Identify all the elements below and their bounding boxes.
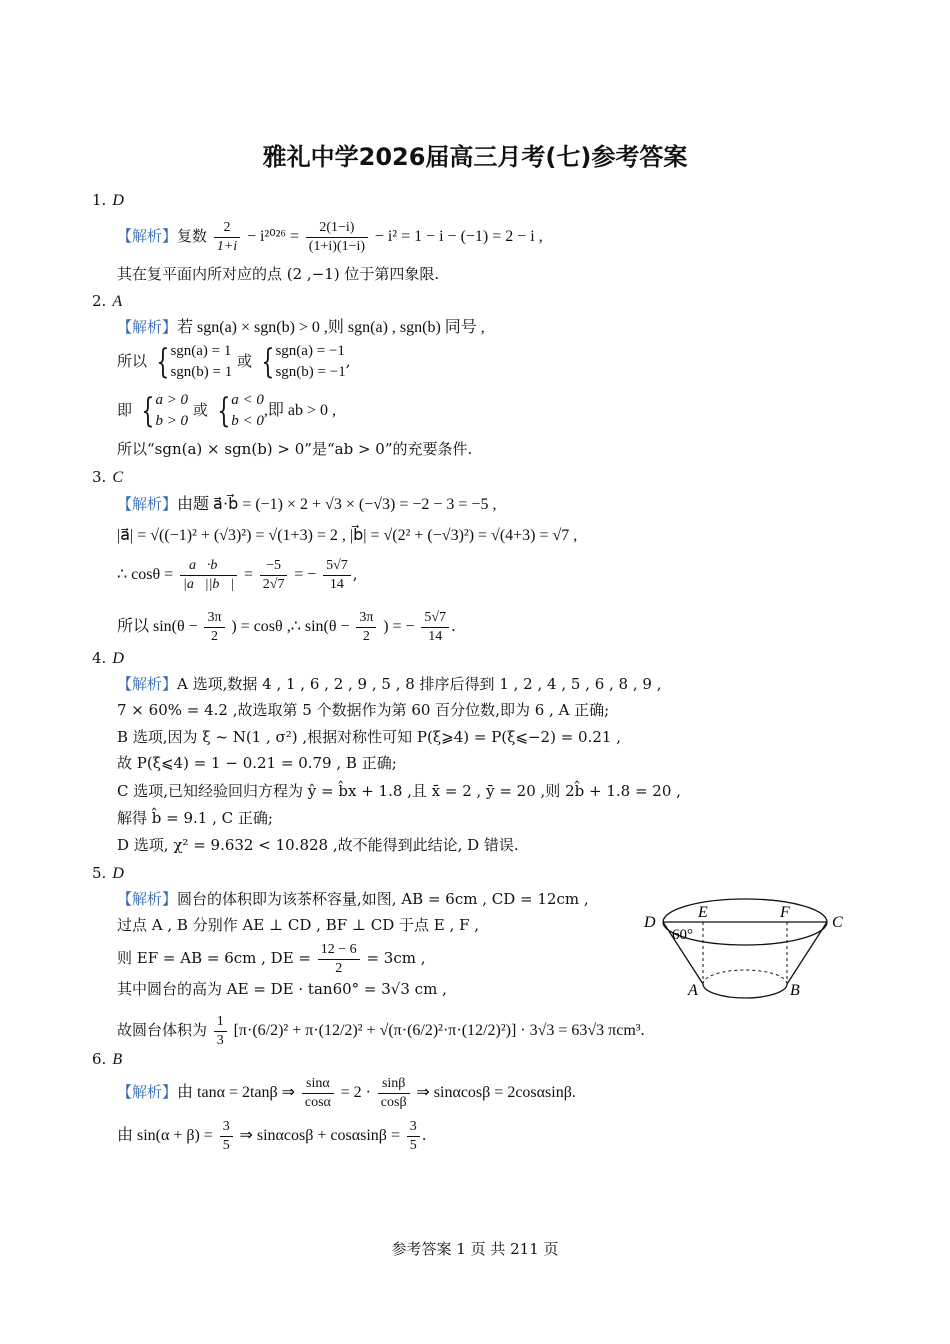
denominator: 14 xyxy=(329,576,344,592)
q2-line-2 xyxy=(117,341,350,383)
q5-num: 5. xyxy=(92,864,107,882)
q5-answer: D xyxy=(112,865,124,882)
q1-line-1 xyxy=(117,219,543,255)
analysis-tag: 【解析】 xyxy=(117,890,178,908)
numerator: 2 xyxy=(214,219,240,238)
label-e: E xyxy=(698,904,708,921)
q5-text: 故圆台体积为 xyxy=(117,1021,208,1039)
label-a: A xyxy=(688,982,698,999)
fraction xyxy=(378,1075,410,1111)
q3-answer: C xyxy=(112,469,123,486)
analysis-tag: 【解析】 xyxy=(117,675,178,693)
q3-math: ∴ cosθ = xyxy=(117,566,174,583)
system-row: b < 0 xyxy=(231,413,264,429)
denominator: 2 xyxy=(211,628,219,644)
side-right xyxy=(787,922,827,984)
denominator: cosβ xyxy=(380,1094,407,1110)
fraction xyxy=(260,557,288,593)
or-word: 或 xyxy=(192,401,208,419)
fraction xyxy=(220,1118,233,1154)
fraction xyxy=(323,557,351,593)
q6-num: 6. xyxy=(92,1050,107,1068)
period: . xyxy=(421,1126,427,1144)
q3-line-4 xyxy=(117,609,456,645)
left-brace: { xyxy=(141,391,155,431)
q3-line-2: |a⃗| = √((−1)² + (√3)²) = √(1+3) = 2 , |b⃗| = √(2² + (−√3)²) = √(4+3) = √7 , xyxy=(117,527,578,544)
bottom-ellipse-front xyxy=(703,984,787,998)
numerator: −5 xyxy=(260,557,288,576)
question-5-number xyxy=(92,864,124,883)
q6-math: ⇒ sinαcosβ + cosαsinβ = xyxy=(239,1127,400,1144)
q4-line-2: 7 × 60% = 4.2 ,故选取第 5 个数据作为第 60 百分位数,即为 6 , A 正确; xyxy=(117,701,610,719)
q2-num: 2. xyxy=(92,292,107,310)
system-row: sgn(a) = −1 xyxy=(275,343,345,359)
label-f: F xyxy=(780,904,790,921)
bottom-ellipse-back xyxy=(703,970,787,984)
denominator: 14 xyxy=(428,628,443,644)
analysis-tag: 【解析】 xyxy=(117,1083,178,1101)
q4-text: A 选项,数据 4 , 1 , 6 , 2 , 9 , 5 , 8 排序后得到 1 , 2 , 4 , 5 , 6 , 8 , 9 , xyxy=(177,675,662,693)
denominator: 5 xyxy=(222,1137,230,1153)
question-3-number xyxy=(92,468,123,487)
q6-math: 由 sin(α + β) = xyxy=(117,1127,213,1144)
system-row: sgn(a) = 1 xyxy=(170,343,232,359)
q2-line-1 xyxy=(117,318,485,337)
denominator: 2 xyxy=(335,960,343,976)
period: . xyxy=(451,617,456,635)
label-d: D xyxy=(644,914,656,931)
label-b: B xyxy=(790,982,800,999)
q2-answer: A xyxy=(112,293,123,310)
numerator: 5√7 xyxy=(421,609,449,628)
analysis-tag: 【解析】 xyxy=(117,318,178,336)
numerator: sinβ xyxy=(378,1075,410,1094)
angle-label: 60° xyxy=(672,927,693,943)
q1-num: 1. xyxy=(92,191,107,209)
q3-num: 3. xyxy=(92,468,107,486)
q5-text: 则 EF = AB = 6cm , DE = xyxy=(117,949,311,967)
q4-line-4: 故 P(ξ⩽4) = 1 − 0.21 = 0.79 , B 正确; xyxy=(117,754,397,772)
numerator: sinα xyxy=(302,1075,334,1094)
page-footer: 参考答案 1 页 共 211 页 xyxy=(391,1240,559,1258)
q5-line-5 xyxy=(117,1013,645,1049)
q6-line-2 xyxy=(117,1118,427,1154)
fraction: $\frac{1}{3}$ xyxy=(214,1013,227,1049)
fraction xyxy=(306,219,368,255)
q2-text: 所以 xyxy=(117,352,148,370)
q2-line-4: 所以“sgn(a) × sgn(b) > 0”是“ab > 0”的充要条件. xyxy=(117,440,473,458)
system-row: a > 0 xyxy=(155,392,189,408)
numerator: a⃗·b⃗ xyxy=(180,557,237,576)
denominator: 2√7 xyxy=(262,576,285,592)
denominator: (1+i)(1−i) xyxy=(308,238,366,254)
q2-math: ,即 ab > 0 , xyxy=(263,402,337,419)
denominator: cosα xyxy=(304,1094,331,1110)
q2-line-3 xyxy=(117,390,336,432)
q6-math: ⇒ sinαcosβ = 2cosαsinβ. xyxy=(416,1084,576,1101)
fraction xyxy=(302,1075,334,1111)
left-brace: { xyxy=(261,342,275,382)
system-row: sgn(b) = 1 xyxy=(170,364,233,380)
numerator: 3π xyxy=(204,609,224,628)
q4-line-1 xyxy=(117,675,661,693)
system-row: sgn(b) = −1 xyxy=(275,364,346,380)
system-row: b > 0 xyxy=(155,413,189,429)
numerator: 3 xyxy=(220,1118,233,1137)
fraction xyxy=(407,1118,420,1154)
q4-line-5: C 选项,已知经验回归方程为 ŷ = b̂x + 1.8 ,且 x̄ = 2 , ȳ = 20 ,则 2b̂ + 1.8 = 20 , xyxy=(117,782,681,800)
q4-line-6: 解得 b̂ = 9.1 , C 正确; xyxy=(117,809,273,827)
q3-math: 所以 sin(θ − xyxy=(117,618,198,635)
q4-num: 4. xyxy=(92,649,107,667)
q6-line-1 xyxy=(117,1075,576,1111)
q6-math: = 2 · xyxy=(340,1084,371,1101)
analysis-tag: 【解析】 xyxy=(117,227,178,245)
q3-line-1 xyxy=(117,495,496,514)
question-1-number xyxy=(92,191,124,210)
q4-line-3: B 选项,因为 ξ ~ N(1 , σ²) ,根据对称性可知 P(ξ⩾4) = P(ξ⩽−2) = 0.21 , xyxy=(117,728,621,746)
q1-text: 复数 xyxy=(177,227,208,245)
numerator: 12 − 6 xyxy=(318,941,360,960)
fraction xyxy=(318,941,360,977)
equation-system xyxy=(275,341,345,383)
comma: , xyxy=(345,352,351,370)
q5-text: 圆台的体积即为该茶杯容量,如图, AB = 6cm , CD = 12cm , xyxy=(177,890,589,908)
label-c: C xyxy=(832,914,843,931)
q3-math: = − xyxy=(294,566,317,583)
numerator: 3 xyxy=(407,1118,420,1137)
equation-system xyxy=(155,390,188,432)
equation-system xyxy=(231,390,264,432)
q1-line-2: 其在复平面内所对应的点 (2 ,−1) 位于第四象限. xyxy=(117,265,440,283)
q3-math: = xyxy=(243,566,253,583)
page-title: 雅礼中学2026届高三月考(七)参考答案 xyxy=(262,143,688,171)
frustum-figure xyxy=(640,895,855,1005)
q3-line-3 xyxy=(117,557,358,593)
fraction xyxy=(214,219,240,255)
q3-math: ) = cosθ ,∴ sin(θ − xyxy=(231,618,350,635)
q2-text: 若 sgn(a) × sgn(b) > 0 ,则 sgn(a) , sgn(b) 同号 , xyxy=(177,319,485,336)
q5-line-1 xyxy=(117,890,589,908)
question-4-number xyxy=(92,649,124,668)
or-word: 或 xyxy=(237,352,253,370)
q5-text: = 3cm , xyxy=(366,949,426,967)
q5-line-3 xyxy=(117,941,426,977)
question-6-number xyxy=(92,1050,122,1069)
fraction xyxy=(180,557,237,593)
q1-math: − i² = 1 − i − (−1) = 2 − i , xyxy=(374,228,543,245)
system-row: a < 0 xyxy=(231,392,264,408)
q3-text: 由题 a⃗·b⃗ = (−1) × 2 + √3 × (−√3) = −2 − 3 = −5 , xyxy=(177,496,497,513)
q3-math: ) = − xyxy=(383,618,415,635)
q5-math: [π·(6/2)² + π·(12/2)² + √(π·(6/2)²·π·(12/2)²)] · 3√3 = 63√3 πcm³. xyxy=(233,1022,645,1039)
q1-answer: D xyxy=(112,192,124,209)
fraction xyxy=(356,609,376,645)
numerator: 5√7 xyxy=(323,557,351,576)
equation-system xyxy=(170,341,232,383)
q4-answer: D xyxy=(112,650,124,667)
denominator: |a⃗||b⃗| xyxy=(182,576,235,592)
q1-math: − i²⁰²⁶ = xyxy=(246,228,300,245)
q4-line-7: D 选项, χ² = 9.632 < 10.828 ,故不能得到此结论, D 错误. xyxy=(117,836,519,854)
denominator: 5 xyxy=(409,1137,417,1153)
denominator: 1+i xyxy=(216,238,238,254)
left-brace: { xyxy=(156,342,170,382)
q5-line-2: 过点 A , B 分别作 AE ⊥ CD , BF ⊥ CD 于点 E , F , xyxy=(117,916,480,934)
analysis-tag: 【解析】 xyxy=(117,495,178,513)
left-brace: { xyxy=(216,391,230,431)
numerator: 3π xyxy=(356,609,376,628)
question-2-number xyxy=(92,292,122,311)
comma: , xyxy=(352,565,358,583)
numerator: 2(1−i) xyxy=(306,219,368,238)
fraction xyxy=(204,609,224,645)
q5-line-4: 其中圆台的高为 AE = DE · tan60° = 3√3 cm , xyxy=(117,980,447,998)
denominator: 2 xyxy=(362,628,370,644)
q6-math: 由 tanα = 2tanβ ⇒ xyxy=(177,1084,296,1101)
q6-answer: B xyxy=(112,1051,123,1068)
fraction xyxy=(421,609,449,645)
q2-text: 即 xyxy=(117,401,133,419)
